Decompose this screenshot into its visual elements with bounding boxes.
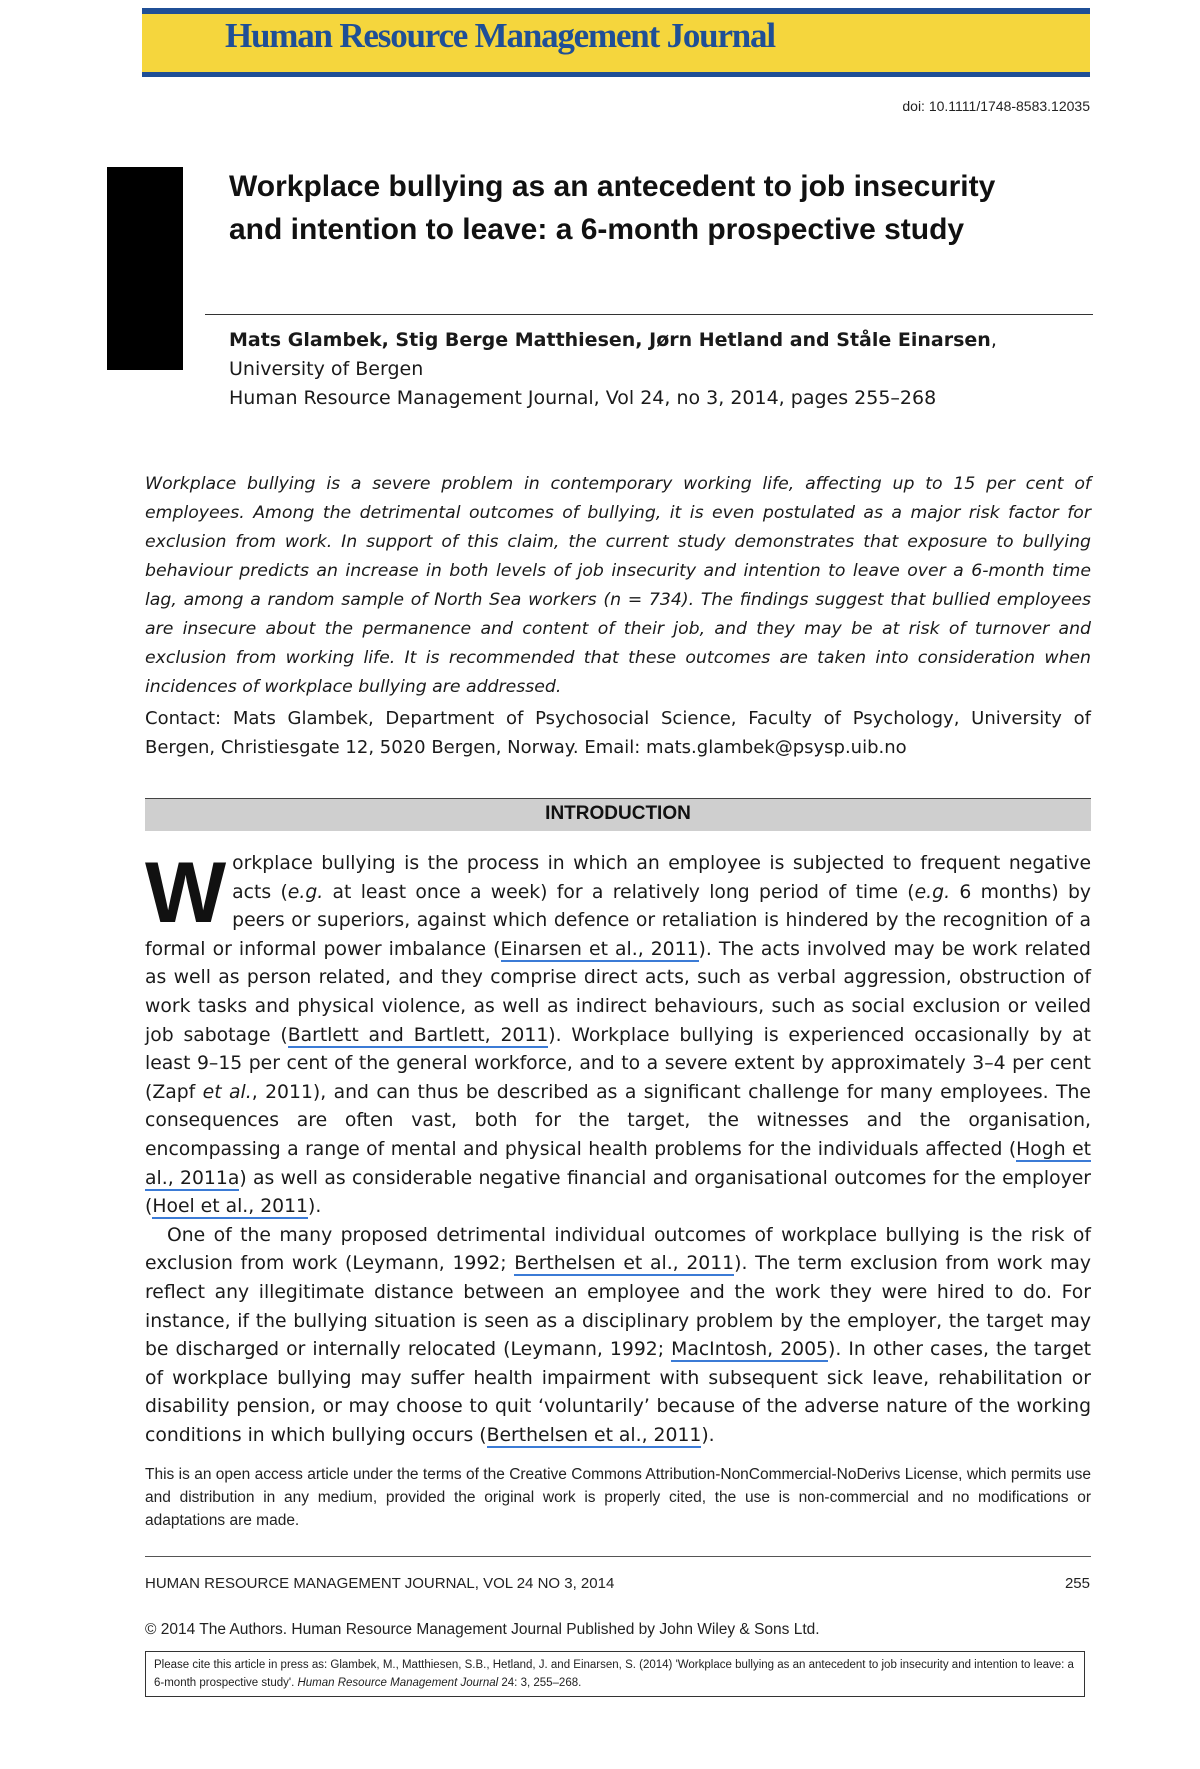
copyright-line: © 2014 The Authors. Human Resource Management Journal Published by John Wiley & Sons Ltd.: [145, 1621, 820, 1638]
title-divider: [205, 314, 1093, 315]
paragraph-1: Workplace bullying is the process in which an employee is subjected to frequent negative acts (e.g. at least once a week) for a relatively long period of time (e.g. 6 months) by peers or superiors, against which defence or retaliation is hindered by the recognition of a formal or informal power imbalance (Einarsen et al., 2011). The acts involved may be work related as well as person related, and they comprise direct acts, such as verbal aggression, obstruction of work tasks and physical violence, as well as indirect behaviours, such as social exclusion or veiled job sabotage (Bartlett and Bartlett, 2011). Workplace bullying is experienced occasionally by at least 9–15 per cent of the general workforce, and to a severe extent by approximately 3–4 per cent (Zapf et al., 2011), and can thus be described as a significant challenge for many employees. The consequences are often vast, both for the target, the witnesses and the organisation, encompassing a range of mental and physical health problems for the individuals affected (Hogh et al., 2011a) as well as considerable negative financial and organisational outcomes for the employer (Hoel et al., 2011).: [145, 845, 1092, 1218]
contact-info: [145, 704, 1091, 762]
citation-link[interactable]: Berthelsen et al., 2011: [514, 1253, 735, 1275]
body-text: [145, 845, 1092, 1450]
drop-cap: W: [145, 845, 227, 941]
footer-journal-line: HUMAN RESOURCE MANAGEMENT JOURNAL, VOL 24 NO 3, 2014: [145, 1575, 615, 1592]
author-list: Mats Glambek, Stig Berge Matthiesen, Jørn Hetland and Ståle Einarsen: [229, 329, 991, 351]
contact-label: Contact:: [145, 708, 222, 729]
citation-link[interactable]: MacIntosh, 2005: [671, 1339, 828, 1361]
citation-link[interactable]: Berthelsen et al., 2011: [486, 1424, 702, 1446]
title-marker-block: [107, 167, 183, 370]
citation-link[interactable]: Hogh et al., 2011a: [145, 1138, 1092, 1189]
author-block: [229, 326, 1091, 413]
open-access-note: This is an open access article under the terms of the Creative Commons Attribution-NonCommercial-NoDerivs License, which permits use and distribution in any medium, provided the original work is properly cited, the use is non-commercial and no modifications or adaptations are made.: [145, 1466, 1091, 1529]
journal-banner-title: Human Resource Management Journal: [225, 16, 775, 55]
article-title: Workplace bullying as an antecedent to job insecurity and intention to leave: a 6-month prospective study: [229, 170, 996, 246]
contact-text: Mats Glambek, Department of Psychosocial Science, Faculty of Psychology, University of Bergen, Christiesgate 12, 5020 Bergen, Norway. Email: mats.glambek@psysp.uib.no: [145, 708, 1091, 758]
section-heading: INTRODUCTION: [545, 803, 691, 824]
paragraph-2: One of the many proposed detrimental individual outcomes of workplace bullying is the risk of exclusion from work (Leymann, 1992; Berthelsen et al., 2011). The term exclusion from work may reflect any illegitimate distance between an employee and the work they were hired to do. For instance, if the bullying situation is seen as a disciplinary problem by the employer, the target may be discharged or internally relocated (Leymann, 1992; MacIntosh, 2005). In other cases, the target of workplace bullying may suffer health impairment with subsequent sick leave, rehabilitation or disability pension, or may choose to quit ‘voluntarily’ because of the adverse nature of the working conditions in which bullying occurs (Berthelsen et al., 2011).: [145, 1224, 1091, 1446]
abstract: Workplace bullying is a severe problem in contemporary working life, affecting up to 15 per cent of employees. Among the detrimental outcomes of bullying, it is even postulated as a major risk factor for exclusion from work. In support of this claim, the current study demonstrates that exposure to bullying behaviour predicts an increase in both levels of job insecurity and intention to leave over a 6-month time lag, among a random sample of North Sea workers (n = 734). The findings suggest that bullied employees are insecure about the permanence and content of their job, and they may be at risk of turnover and exclusion from working life. It is recommended that these outcomes are taken into consideration when incidences of workplace bullying are addressed.: [145, 474, 1091, 697]
cite-this-article-box: Please cite this article in press as: Glambek, M., Matthiesen, S.B., Hetland, J. and Einarsen, S. (2014) 'Workplace bullying as an antecedent to job insecurity and intention to leave: a 6-month prospective study'. Human Resource Management Journal 24: 3, 255–268.: [145, 1651, 1085, 1697]
banner-bottom-rule: [142, 72, 1090, 77]
citation-link[interactable]: Bartlett and Bartlett, 2011: [287, 1024, 549, 1046]
citation-link[interactable]: Einarsen et al., 2011: [500, 938, 699, 960]
citation-line: Human Resource Management Journal, Vol 24, no 3, 2014, pages 255–268: [229, 387, 937, 409]
affiliation: , University of Bergen: [229, 329, 997, 380]
citation-link[interactable]: Hoel et al., 2011: [152, 1196, 309, 1218]
doi[interactable]: doi: 10.1111/1748-8583.12035: [902, 98, 1090, 114]
page-number: 255: [1064, 1575, 1090, 1592]
footer-divider: [145, 1556, 1091, 1557]
